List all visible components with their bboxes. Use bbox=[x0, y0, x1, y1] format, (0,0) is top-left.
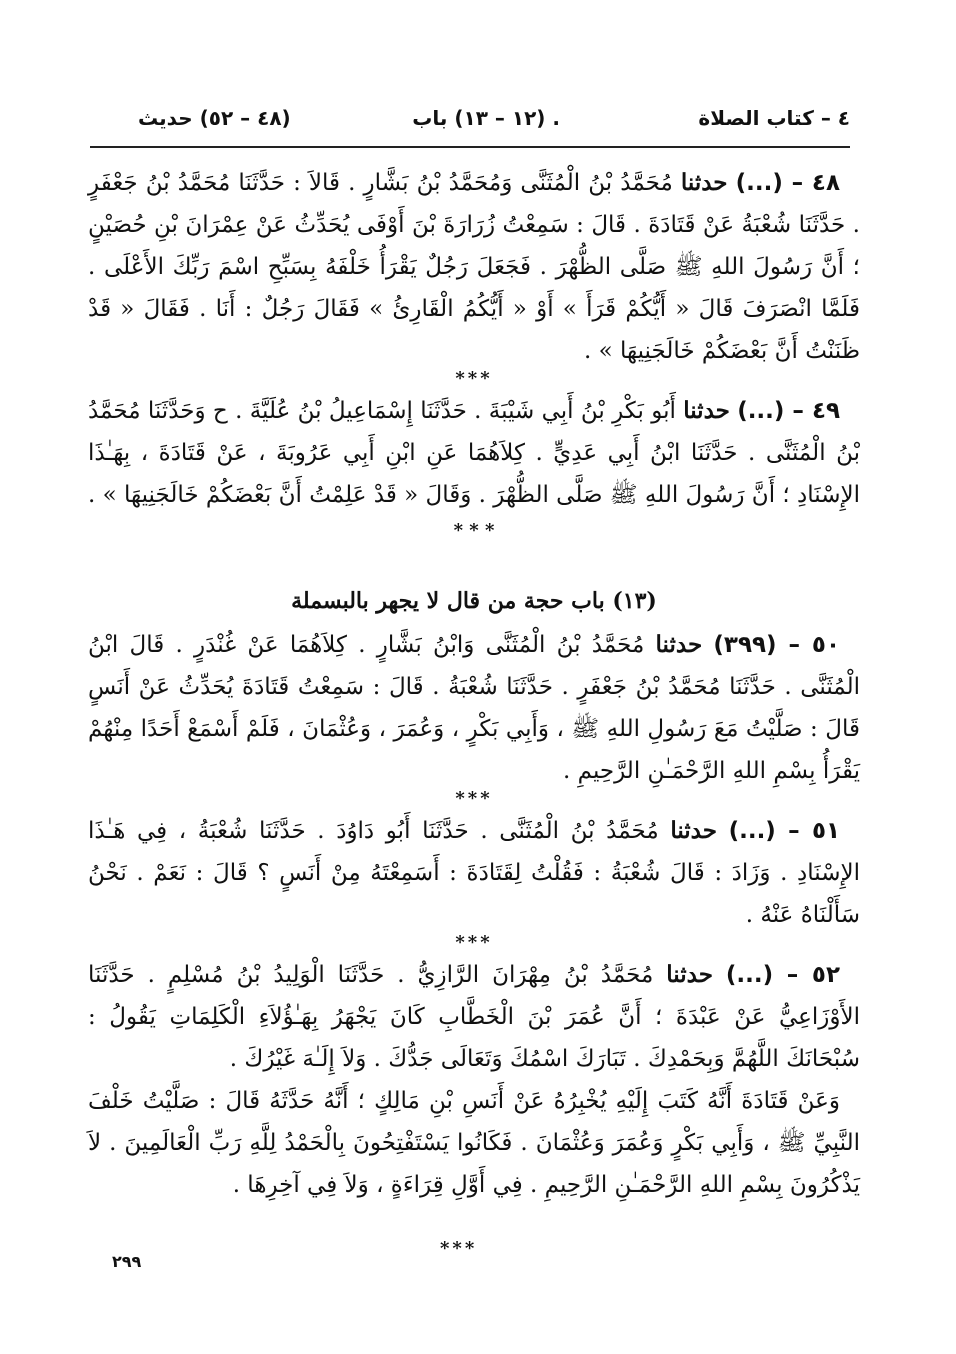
header-book-title: ٤ – كتاب الصلاة bbox=[698, 106, 850, 130]
hadith-text: مُحَمَّدُ بْنُ الْمُثَنَّى . حَدَّثَنَا أَبُو دَاوُدَ . حَدَّثَنَا شُعْبَةُ ، فِي هَـٰذَا الإِسْنَادِ . وَزَادَ : قَالَ شُعْبَةُ : فَقُلْتُ لِقَتَادَةَ : أَسَمِعْتَهُ مِنْ أَنَسٍ ؟ قَالَ : نَعَمْ . نَحْنُ سَأَلْنَاهُ عَنْهُ . bbox=[88, 818, 860, 928]
page-number: ٢٩٩ bbox=[112, 1252, 142, 1271]
hadith-48 bbox=[88, 162, 860, 372]
separator-stars: *** bbox=[455, 368, 493, 389]
hadith-49 bbox=[88, 390, 860, 516]
hadith-text: مُحَمَّدُ بْنُ الْمُثَنَّى وَمُحَمَّدُ بْنُ بَشَّارٍ . قَالاَ : حَدَّثَنَا مُحَمَّدُ بْنُ جَعْفَرٍ . حَدَّثَنَا شُعْبَةُ عَنْ قَتَادَةَ . قَالَ : سَمِعْتُ زُرَارَةَ بْنَ أَوْفَى يُحَدِّثُ عَنْ عِمْرَانَ بْنِ حُصَيْنٍ ؛ أَنَّ رَسُولَ اللهِ ﷺ صَلَّى الظُّهْرَ . فَجَعَلَ رَجُلٌ يَقْرَأُ خَلْفَهُ بِسَبِّحِ اسْمَ رَبِّكَ الأَعْلَى . فَلَمَّا انْصَرَفَ قَالَ « أَيُّكُمْ قَرَأَ » أَوْ « أَيُّكُمُ الْقَارِئُ » فَقَالَ رَجُلٌ : أَنَا . فَقَالَ « قَدْ ظَنَنْتُ أَنَّ بَعْضَكُمْ خَالَجَنِيهَا » . bbox=[88, 170, 860, 364]
separator-stars: *** bbox=[455, 788, 493, 809]
hadith-number: ٥٢ – (...) bbox=[725, 962, 840, 988]
hadith-52 bbox=[88, 954, 860, 1080]
header-hadith-range: (٤٨ – ٥٢) حديث bbox=[138, 106, 291, 130]
tahdith-word: حدثنا bbox=[683, 397, 730, 424]
hadith-text: مُحَمَّدُ بْنُ الْمُثَنَّى وَابْنُ بَشَّارٍ . كِلاَهُمَا عَنْ غُنْدَرٍ . قَالَ ابْنُ الْمُثَنَّى . حَدَّثَنَا مُحَمَّدُ بْنُ جَعْفَرٍ . حَدَّثَنَا شُعْبَةُ . قَالَ : سَمِعْتُ قَتَادَةَ يُحَدِّثُ عَنْ أَنَسٍ قَالَ : صَلَّيْتُ مَعَ رَسُولِ اللهِ ﷺ ، وَأَبِي بَكْرٍ ، وَعُمَرَ ، وَعُثْمَانَ ، فَلَمْ أَسْمَعْ أَحَدًا مِنْهُمْ يَقْرَأُ بِسْمِ اللهِ الرَّحْمَـٰنِ الرَّحِيمِ . bbox=[88, 632, 860, 784]
running-header bbox=[90, 100, 850, 140]
hadith-text: مُحَمَّدُ بْنُ مِهْرَانَ الرَّازِيُّ . حَدَّثَنَا الْوَلِيدُ بْنُ مُسْلِمٍ . حَدَّثَنَا الأَوْزَاعِيُّ عَنْ عَبْدَةَ ؛ أَنَّ عُمَرَ بْنَ الْخَطَّابِ كَانَ يَجْهَرُ بِهَـٰؤُلاَءِ الْكَلِمَاتِ يَقُولُ : سُبْحَانَكَ اللَّهُمَّ وَبِحَمْدِكَ . تَبَارَكَ اسْمُكَ وَتَعَالَى جَدُّكَ . وَلاَ إِلَـٰهَ غَيْرُكَ . bbox=[88, 962, 860, 1072]
tahdith-word: حدثنا bbox=[655, 631, 703, 658]
chapter-title: (١٣) باب حجة من قال لا يجهر بالبسملة bbox=[291, 588, 657, 614]
section-ornament bbox=[88, 516, 860, 578]
hadith-text: أَبُو بَكْرِ بْنُ أَبِي شَيْبَةَ . حَدَّثَنَا إِسْمَاعِيلُ بْنُ عُلَيَّةَ . ح وَحَدَّثَنَا مُحَمَّدُ بْنُ الْمُثَنَّى . حَدَّثَنَا ابْنُ أَبِي عَدِيٍّ . كِلاَهُمَا عَنِ ابْنِ أَبِي عَرُوبَةَ ، عَنْ قَتَادَةَ ، بِهَـٰذَا الإِسْنَادِ ؛ أَنَّ رَسُولَ اللهِ ﷺ صَلَّى الظُّهْرَ . وَقَالَ « قَدْ عَلِمْتُ أَنَّ بَعْضَكُمْ خَالَجَنِيهَا » . bbox=[88, 398, 860, 508]
hadith-52-continuation: وَعَنْ قَتَادَةَ أَنَّهُ كَتَبَ إِلَيْهِ يُخْبِرُهُ عَنْ أَنَسِ بْنِ مَالِكٍ ؛ أَنَّهُ حَدَّثَهُ قَالَ : صَلَّيْتُ خَلْفَ النَّبِيِّ ﷺ ، وَأَبِي بَكْرٍ وَعُمَرَ وَعُثْمَانَ . فَكَانُوا يَسْتَفْتِحُونَ بِالْحَمْدُ لِلَّهِ رَبِّ الْعَالَمِينَ . لاَ يَذْكُرُونَ بِسْمِ اللهِ الرَّحْمَـٰنِ الرَّحِيمِ . فِي أَوَّلِ قِرَاءَةٍ ، وَلاَ فِي آخِرِهَا . bbox=[88, 1088, 860, 1198]
separator-stars: *** bbox=[455, 932, 493, 953]
footer-stars: *** bbox=[440, 1238, 478, 1259]
header-divider bbox=[90, 146, 850, 148]
hadith-number: ٤٨ – (...) bbox=[735, 170, 840, 196]
hadith-50 bbox=[88, 624, 860, 792]
hadith-number: ٤٩ – (...) bbox=[737, 398, 841, 424]
ornament-stars: * * * bbox=[453, 520, 495, 541]
tahdith-word: حدثنا bbox=[666, 961, 713, 988]
main-text bbox=[88, 162, 860, 1206]
tahdith-word: حدثنا bbox=[680, 169, 728, 196]
tahdith-word: حدثنا bbox=[670, 817, 717, 844]
header-chapter-range: . (١٢ – ١٣) باب bbox=[412, 106, 560, 130]
hadith-number: ٥١ – (...) bbox=[728, 818, 841, 844]
hadith-number: ٥٠ – (٣٩٩) bbox=[713, 632, 840, 658]
hadith-51 bbox=[88, 810, 860, 936]
